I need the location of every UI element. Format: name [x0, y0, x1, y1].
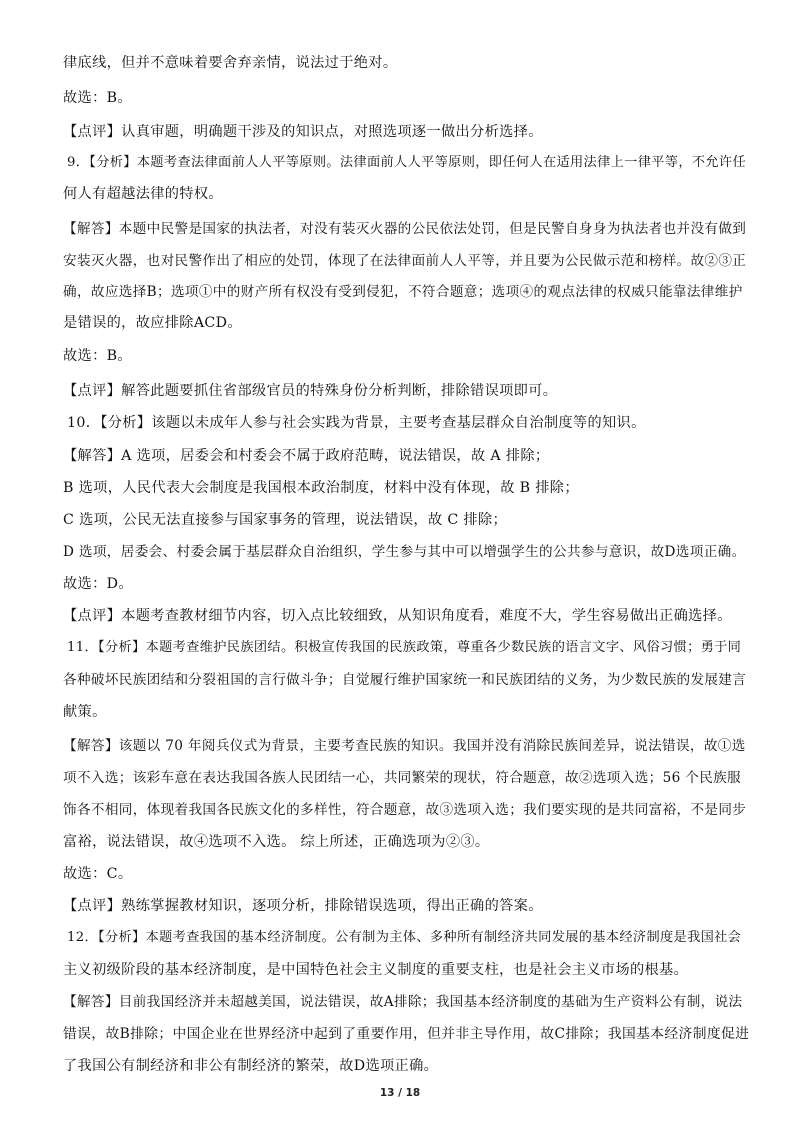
text-line: 律底线，但并不意味着要舍弃亲情，说法过于绝对。 — [63, 55, 398, 71]
text-line: 项不入选；该彩车意在表达我国各族人民团结一心，共同繁荣的现状，符合题意，故②选项入选；56 个民族服 — [63, 770, 742, 786]
page-number: 13 / 18 — [379, 1087, 421, 1099]
text-line: 【点评】熟练掌握教材知识，逐项分析，排除错误选项，得出正确的答案。 — [63, 898, 543, 914]
text-line: 9．【分析】本题考查法律面前人人平等原则。法律面前人人平等原则，即任何人在适用法律上一律平等，不允许任 — [67, 155, 747, 170]
text-line: C 选项，公民无法直接参与国家事务的管理，说法错误，故 C 排除； — [63, 512, 508, 528]
text-line: 10．【分析】该题以未成年人参与社会实践为背景，主要考查基层群众自治制度等的知识。 — [67, 415, 646, 431]
text-line: 各种破坏民族团结和分裂祖国的言行做斗争；自觉履行维护国家统一和民族团结的义务，为少数民族的发展建言 — [63, 672, 747, 688]
text-line: 11．【分析】本题考查维护民族团结。积极宣传我国的民族政策，尊重各少数民族的语言文字、风俗习惯；勇于同 — [67, 640, 742, 655]
text-line: 故选：C。 — [63, 866, 133, 882]
text-line: 确，故应选择B；选项①中的财产所有权没有受到侵犯，不符合题意；选项④的观点法律的权威只能靠法律维护 — [63, 284, 743, 300]
text-line: 【解答】该题以 70 年阅兵仪式为背景，主要考查民族的知识。我国并没有消除民族间差异，说法错误，故①选 — [63, 738, 746, 754]
text-line: B 选项，人民代表大会制度是我国根本政治制度，材料中没有体现，故 B 排除； — [63, 480, 579, 496]
text-line: 【解答】目前我国经济并未超越美国，说法错误，故A排除；我国基本经济制度的基础为生产资料公有制，说法 — [63, 994, 743, 1010]
text-line: 故选：D。 — [63, 576, 133, 592]
text-line: 安装灭火器，也对民警作出了相应的处罚，体现了在法律面前人人平等，并且要为公民做示范和榜样。故②③正 — [63, 253, 747, 269]
text-line: 故选：B。 — [63, 348, 132, 364]
text-line: 主义初级阶段的基本经济制度，是中国特色社会主义制度的重要支柱，也是社会主义市场的根基。 — [63, 962, 689, 978]
text-line: D 选项，居委会、村委会属于基层群众自治组织，学生参与其中可以增强学生的公共参与意识，故D选项正确。 — [63, 544, 746, 560]
text-line: 献策。 — [63, 704, 107, 720]
text-line: 了我国公有制经济和非公有制经济的繁荣，故D选项正确。 — [63, 1058, 439, 1074]
text-line: 【解答】本题中民警是国家的执法者，对没有装灭火器的公民依法处罚，但是民警自身身为执法者也并没有做到 — [63, 221, 747, 237]
text-line: 故选：B。 — [63, 90, 132, 106]
text-line: 【解答】A 选项，居委会和村委会不属于政府范畴，说法错误，故 A 排除； — [63, 448, 550, 464]
text-line: 12．【分析】本题考查我国的基本经济制度。公有制为主体、多种所有制经济共同发展的基本经济制度是我国社会 — [67, 930, 742, 945]
text-line: 是错误的，故应排除ACD。 — [63, 315, 242, 331]
text-line: 何人有超越法律的特权。 — [63, 186, 223, 202]
text-line: 【点评】本题考查教材细节内容，切入点比较细致，从知识角度看，难度不大，学生容易做出正确选择。 — [63, 608, 732, 624]
text-line: 【点评】认真审题，明确题干涉及的知识点，对照选项逐一做出分析选择。 — [63, 124, 543, 140]
text-line: 【点评】解答此题要抓住省部级官员的特殊身份分析判断，排除错误项即可。 — [63, 383, 558, 399]
text-line: 饰各不相同，体现着我国各民族文化的多样性，符合题意，故③选项入选；我们要实现的是共同富裕，不是同步 — [63, 802, 747, 818]
text-line: 错误，故B排除；中国企业在世界经济中起到了重要作用，但并非主导作用，故C排除；我国基本经济制度促进 — [63, 1026, 750, 1042]
text-line: 富裕，说法错误，故④选项不入选。 综上所述，正确选项为②③。 — [63, 834, 490, 850]
